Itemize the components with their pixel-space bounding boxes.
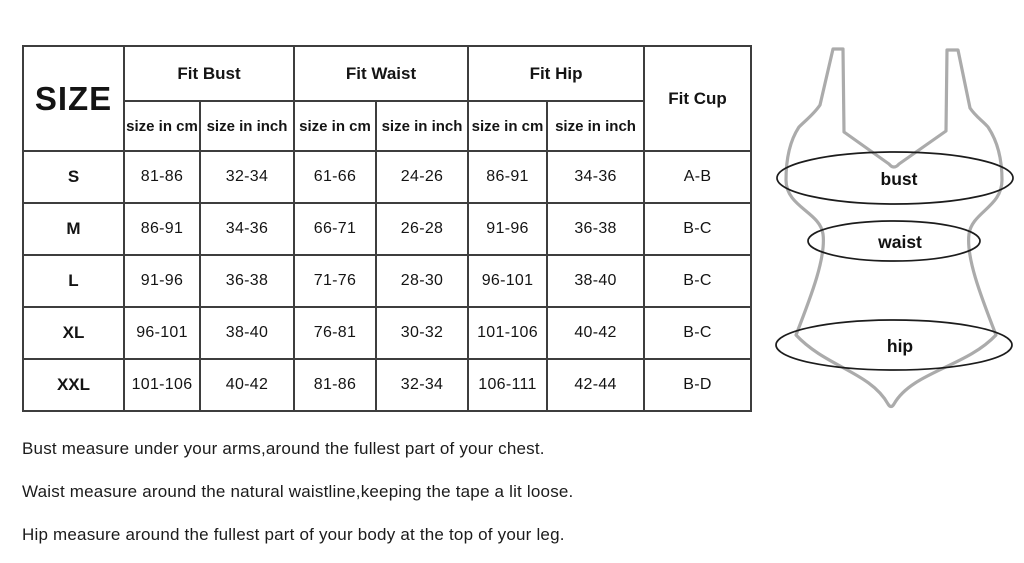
size-label: XXL: [23, 359, 124, 411]
waist-cm-value: 71-76: [294, 255, 376, 307]
hip-inch-value: 38-40: [547, 255, 644, 307]
bust-inch-value: 40-42: [200, 359, 294, 411]
waist-cm-value: 81-86: [294, 359, 376, 411]
cup-value: B-C: [644, 255, 751, 307]
table-row-m: [23, 203, 751, 255]
cup-value: B-D: [644, 359, 751, 411]
bust-label: bust: [880, 169, 918, 189]
waist-cm-value: 61-66: [294, 151, 376, 203]
size-chart-table: [22, 45, 752, 412]
hip-measure-note: Hip measure around the fullest part of your body at the top of your leg.: [22, 525, 565, 544]
size-label: L: [23, 255, 124, 307]
bust-inch-subheader: size in inch: [200, 101, 294, 151]
hip-cm-value: 106-111: [468, 359, 547, 411]
bust-inch-value: 32-34: [200, 151, 294, 203]
size-column-header: SIZE: [23, 46, 124, 151]
waist-inch-subheader: size in inch: [376, 101, 468, 151]
waist-inch-value: 32-34: [376, 359, 468, 411]
bust-measure-note: Bust measure under your arms,around the fullest part of your chest.: [22, 439, 545, 458]
waist-label: waist: [878, 232, 922, 252]
bust-inch-value: 38-40: [200, 307, 294, 359]
bust-cm-value: 96-101: [124, 307, 200, 359]
hip-label: hip: [886, 336, 914, 356]
size-label: M: [23, 203, 124, 255]
size-label: S: [23, 151, 124, 203]
waist-inch-value: 24-26: [376, 151, 468, 203]
hip-inch-subheader: size in inch: [547, 101, 644, 151]
bust-cm-value: 101-106: [124, 359, 200, 411]
fit-waist-header: Fit Waist: [294, 46, 468, 101]
bust-cm-subheader: size in cm: [124, 101, 200, 151]
bust-cm-value: 86-91: [124, 203, 200, 255]
swimsuit-diagram-svg: [775, 3, 1024, 423]
waist-inch-value: 30-32: [376, 307, 468, 359]
cup-value: B-C: [644, 307, 751, 359]
hip-cm-subheader: size in cm: [468, 101, 547, 151]
hip-cm-value: 101-106: [468, 307, 547, 359]
hip-cm-value: 86-91: [468, 151, 547, 203]
hip-inch-value: 42-44: [547, 359, 644, 411]
table-row-s: [23, 151, 751, 203]
table-row-xl: [23, 307, 751, 359]
bust-inch-value: 34-36: [200, 203, 294, 255]
hip-cm-value: 91-96: [468, 203, 547, 255]
hip-cm-value: 96-101: [468, 255, 547, 307]
waist-cm-subheader: size in cm: [294, 101, 376, 151]
hip-inch-value: 34-36: [547, 151, 644, 203]
waist-cm-value: 76-81: [294, 307, 376, 359]
fit-hip-header: Fit Hip: [468, 46, 644, 101]
size-label: XL: [23, 307, 124, 359]
fit-bust-header: Fit Bust: [124, 46, 294, 101]
hip-inch-value: 40-42: [547, 307, 644, 359]
cup-value: B-C: [644, 203, 751, 255]
fit-cup-header: Fit Cup: [644, 46, 751, 151]
cup-value: A-B: [644, 151, 751, 203]
hip-inch-value: 36-38: [547, 203, 644, 255]
waist-cm-value: 66-71: [294, 203, 376, 255]
bust-cm-value: 91-96: [124, 255, 200, 307]
table-row-xxl: [23, 359, 751, 411]
bust-cm-value: 81-86: [124, 151, 200, 203]
bust-inch-value: 36-38: [200, 255, 294, 307]
swimsuit-measurement-diagram: [775, 3, 1024, 423]
waist-measure-note: Waist measure around the natural waistline,keeping the tape a lit loose.: [22, 482, 574, 501]
waist-inch-value: 26-28: [376, 203, 468, 255]
table-row-l: [23, 255, 751, 307]
waist-inch-value: 28-30: [376, 255, 468, 307]
